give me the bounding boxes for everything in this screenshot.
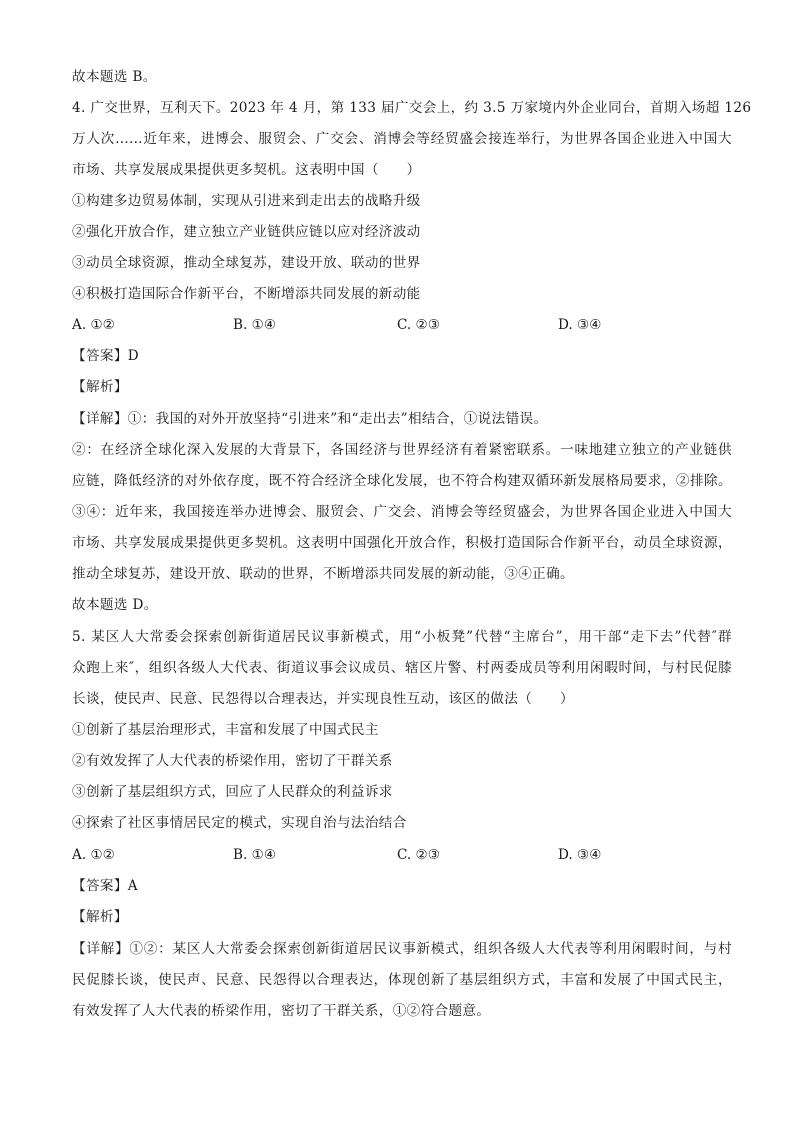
statement-item: ②有效发挥了人大代表的桥梁作用，密切了干群关系 <box>72 753 393 769</box>
explanation-line: ②：在经济全球化深入发展的大背景下，各国经济与世界经济有着紧密联系。一味地建立独立的产业链供 <box>72 442 732 458</box>
question-4-stem-line: 市场、共享发展成果提供更多契机。这表明中国（ ） <box>72 162 421 178</box>
statement-item: ③动员全球资源，推动全球复苏，建设开放、联动的世界 <box>72 255 421 271</box>
question-5-stem-line: 长谈，使民声、民意、民怨得以合理表达，并实现良性互动，该区的做法（ ） <box>72 691 574 707</box>
question-5-option-c: C. ②③ <box>397 847 440 863</box>
text-line: 故本题选 B。 <box>72 69 157 85</box>
explanation-line: 有效发挥了人大代表的桥梁作用，密切了干群关系，①②符合题意。 <box>72 1003 491 1019</box>
explanation-line: 推动全球复苏，建设开放、联动的世界，不断增添共同发展的新动能，③④正确。 <box>72 566 574 582</box>
explanation-line: 【详解】①②：某区人大常委会探索创新街道居民议事新模式，组织各级人大代表等利用闲暇时间，与村 <box>72 941 732 957</box>
question-5-option-b: B. ①④ <box>233 847 277 863</box>
analysis-label: 【解析】 <box>72 909 128 925</box>
question-4-option-d: D. ③④ <box>558 317 602 333</box>
statement-item: ④探索了社区事情居民定的模式，实现自治与法治结合 <box>72 815 407 831</box>
question-5-stem-line: 5. 某区人大常委会探索创新街道居民议事新模式，用“小板凳”代替“主席台”，用干部“走下去”代替″群 <box>72 629 732 645</box>
explanation-line: 市场、共享发展成果提供更多契机。这表明中国强化开放合作，积极打造国际合作新平台，动员全球资源， <box>72 535 732 551</box>
text-line: 故本题选 D。 <box>72 597 158 613</box>
question-4-option-a: A. ①② <box>72 317 115 333</box>
statement-item: ②强化开放合作，建立独立产业链供应链以应对经济波动 <box>72 224 421 240</box>
explanation-line: 应链，降低经济的对外依存度，既不符合经济全球化发展，也不符合构建双循环新发展格局要求，②排除。 <box>72 473 732 489</box>
question-4-stem-line: 4. 广交世界，互利天下。2023 年 4 月，第 133 届广交会上，约 3.5 万家境内外企业同台，首期入场超 126 <box>72 100 752 116</box>
explanation-line: 【详解】①：我国的对外开放坚持“引进来”和“走出去”相结合，①说法错误。 <box>72 411 548 427</box>
question-5-option-a: A. ①② <box>72 847 115 863</box>
answer-label: 【答案】A <box>72 878 138 894</box>
question-4-stem-line: 万人次……近年来，进博会、服贸会、广交会、消博会等经贸盛会接连举行，为世界各国企业进入中国大 <box>72 131 732 147</box>
statement-item: ①构建多边贸易体制，实现从引进来到走出去的战略升级 <box>72 193 421 209</box>
statement-item: ④积极打造国际合作新平台，不断增添共同发展的新动能 <box>72 286 421 302</box>
question-4-option-c: C. ②③ <box>397 317 440 333</box>
explanation-line: ③④：近年来，我国接连举办进博会、服贸会、广交会、消博会等经贸盛会，为世界各国企业进入中国大 <box>72 504 732 520</box>
question-4-option-b: B. ①④ <box>233 317 277 333</box>
statement-item: ①创新了基层治理形式，丰富和发展了中国式民主 <box>72 722 379 738</box>
explanation-line: 民促膝长谈，使民声、民意、民怨得以合理表达，体现创新了基层组织方式，丰富和发展了中国式民主， <box>72 972 732 988</box>
question-5-stem-line: 众跑上来″，组织各级人大代表、街道议事会议成员、辖区片警、村两委成员等利用闲暇时间，与村民促膝 <box>72 660 732 676</box>
answer-label: 【答案】D <box>72 348 140 364</box>
analysis-label: 【解析】 <box>72 379 128 395</box>
statement-item: ③创新了基层组织方式，回应了人民群众的利益诉求 <box>72 784 393 800</box>
question-5-option-d: D. ③④ <box>558 847 602 863</box>
